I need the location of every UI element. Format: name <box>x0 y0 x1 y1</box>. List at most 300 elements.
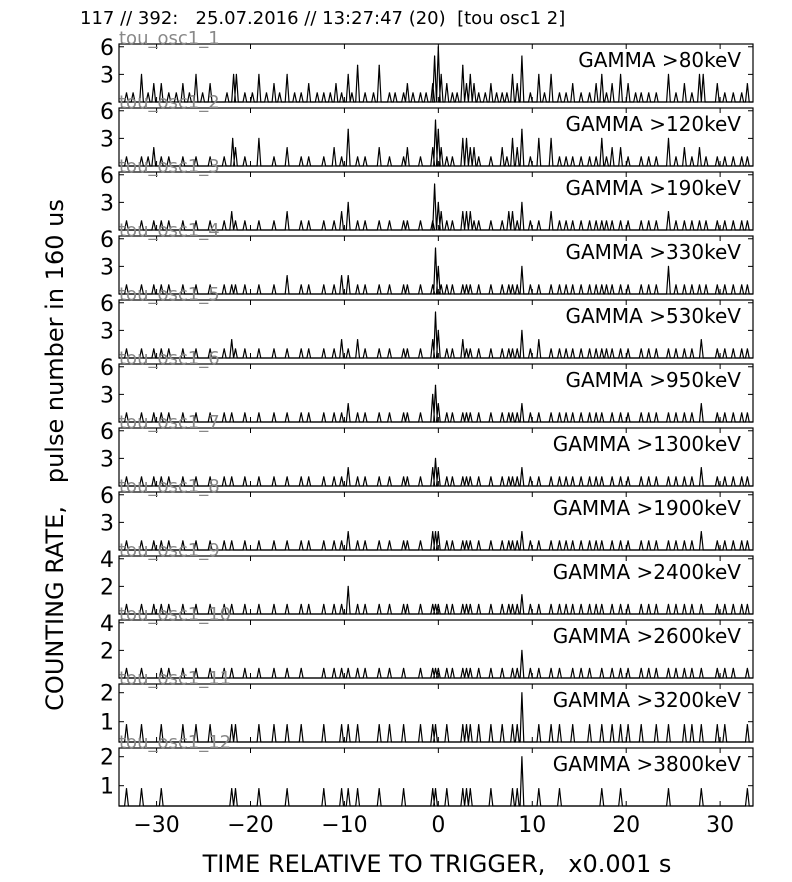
data-point <box>357 156 358 157</box>
data-point <box>648 540 649 541</box>
data-point <box>701 788 702 789</box>
data-point <box>426 92 427 93</box>
data-point <box>572 476 573 477</box>
data-point <box>565 348 566 349</box>
data-point <box>341 540 342 541</box>
data-point <box>446 156 447 157</box>
data-point <box>668 211 669 212</box>
data-point <box>538 220 539 221</box>
data-point <box>581 156 582 157</box>
channel-label: tou_osc1_10 <box>119 604 232 625</box>
data-point <box>379 724 380 725</box>
data-point <box>502 147 503 148</box>
data-point <box>308 604 309 605</box>
data-point <box>490 476 491 477</box>
data-point <box>538 788 539 789</box>
data-point <box>675 156 676 157</box>
data-point <box>601 284 602 285</box>
data-point <box>446 604 447 605</box>
y-tick-label: 3 <box>100 127 114 153</box>
data-point <box>701 604 702 605</box>
data-point <box>231 724 232 725</box>
data-point <box>668 412 669 413</box>
data-point <box>308 540 309 541</box>
data-point <box>502 220 503 221</box>
data-point <box>684 284 685 285</box>
data-point <box>226 92 227 93</box>
data-point <box>308 412 309 413</box>
data-point <box>733 156 734 157</box>
data-point <box>675 604 676 605</box>
y-tick-label: 6 <box>100 163 114 189</box>
data-point <box>538 668 539 669</box>
data-point <box>446 540 447 541</box>
data-point <box>601 220 602 221</box>
data-point <box>389 348 390 349</box>
data-point <box>244 156 245 157</box>
data-point <box>572 83 573 84</box>
data-point <box>550 668 551 669</box>
data-point <box>335 83 336 84</box>
data-point <box>717 348 718 349</box>
data-point <box>589 724 590 725</box>
data-point <box>364 540 365 541</box>
data-point <box>559 604 560 605</box>
data-point <box>357 476 358 477</box>
data-point <box>373 92 374 93</box>
data-point <box>341 275 342 276</box>
data-point <box>589 92 590 93</box>
data-point <box>627 476 628 477</box>
data-point <box>530 156 531 157</box>
data-point <box>432 83 433 84</box>
data-point <box>521 202 522 203</box>
data-point <box>559 284 560 285</box>
data-point <box>452 668 453 669</box>
channel-label: tou_osc1_12 <box>119 732 232 753</box>
data-point <box>323 540 324 541</box>
x-tick-label: −30 <box>133 813 180 838</box>
data-point <box>656 156 657 157</box>
data-point <box>294 92 295 93</box>
data-point <box>512 604 513 605</box>
data-point <box>341 412 342 413</box>
data-point <box>701 339 702 340</box>
data-point <box>530 668 531 669</box>
data-point <box>357 604 358 605</box>
data-point <box>581 668 582 669</box>
data-point <box>403 156 404 157</box>
data-point <box>675 284 676 285</box>
data-point <box>627 83 628 84</box>
data-point <box>668 138 669 139</box>
data-point <box>452 92 453 93</box>
y-tick-label: 6 <box>100 99 114 125</box>
data-point <box>701 403 702 404</box>
data-point <box>668 668 669 669</box>
data-point <box>747 604 748 605</box>
data-point <box>656 476 657 477</box>
data-point <box>287 668 288 669</box>
data-point <box>231 211 232 212</box>
data-point <box>141 788 142 789</box>
data-point <box>508 540 509 541</box>
data-point <box>438 467 439 468</box>
data-point <box>466 138 467 139</box>
data-point <box>717 604 718 605</box>
data-point <box>641 220 642 221</box>
data-point <box>601 476 602 477</box>
data-point <box>407 284 408 285</box>
data-point <box>301 724 302 725</box>
data-point <box>301 540 302 541</box>
data-point <box>668 266 669 267</box>
data-point <box>341 211 342 212</box>
data-point <box>530 604 531 605</box>
channel-label: tou_osc1_7 <box>119 412 220 433</box>
data-point <box>235 788 236 789</box>
data-point <box>691 668 692 669</box>
data-point <box>684 147 685 148</box>
data-point <box>747 156 748 157</box>
data-point <box>596 348 597 349</box>
data-point <box>517 348 518 349</box>
data-point <box>287 74 288 75</box>
data-point <box>675 92 676 93</box>
data-point <box>648 348 649 349</box>
panel-energy-label: GAMMA >330keV <box>565 240 741 264</box>
data-point <box>512 412 513 413</box>
data-point <box>441 284 442 285</box>
panel-energy-label: GAMMA >530keV <box>565 304 741 328</box>
data-point <box>668 788 669 789</box>
data-point <box>641 348 642 349</box>
panel-10 <box>100 604 753 678</box>
data-point <box>724 604 725 605</box>
data-point <box>308 284 309 285</box>
data-point <box>357 339 358 340</box>
data-point <box>407 412 408 413</box>
data-point <box>432 394 433 395</box>
data-point <box>348 586 349 587</box>
data-point <box>550 724 551 725</box>
data-point <box>485 92 486 93</box>
data-point <box>420 412 421 413</box>
data-point <box>724 284 725 285</box>
data-point <box>279 92 280 93</box>
data-point <box>273 540 274 541</box>
data-point <box>244 220 245 221</box>
data-point <box>684 476 685 477</box>
y-tick-label: 6 <box>100 227 114 253</box>
data-point <box>684 724 685 725</box>
data-point <box>517 220 518 221</box>
data-point <box>432 220 433 221</box>
data-point <box>490 284 491 285</box>
data-point <box>462 284 463 285</box>
data-point <box>517 147 518 148</box>
data-point <box>502 604 503 605</box>
data-point <box>323 156 324 157</box>
data-point <box>273 348 274 349</box>
data-point <box>747 83 748 84</box>
data-point <box>434 183 435 184</box>
panel-6 <box>100 348 753 422</box>
data-point <box>379 147 380 148</box>
data-point <box>446 668 447 669</box>
data-point <box>452 604 453 605</box>
data-point <box>379 65 380 66</box>
data-point <box>620 540 621 541</box>
data-point <box>589 668 590 669</box>
data-point <box>517 476 518 477</box>
data-point <box>724 724 725 725</box>
data-point <box>341 476 342 477</box>
data-point <box>675 540 676 541</box>
data-point <box>565 92 566 93</box>
data-point <box>323 412 324 413</box>
data-point <box>550 476 551 477</box>
data-point <box>258 604 259 605</box>
data-point <box>675 412 676 413</box>
data-point <box>612 724 613 725</box>
data-point <box>389 476 390 477</box>
data-point <box>452 156 453 157</box>
data-point <box>446 724 447 725</box>
data-point <box>348 202 349 203</box>
data-point <box>741 220 742 221</box>
data-point <box>565 156 566 157</box>
data-point <box>596 284 597 285</box>
data-point <box>333 412 334 413</box>
data-point <box>462 65 463 66</box>
data-point <box>379 412 380 413</box>
data-point <box>432 724 433 725</box>
data-point <box>656 540 657 541</box>
y-tick-label: 4 <box>100 611 114 637</box>
data-point <box>235 147 236 148</box>
data-point <box>565 284 566 285</box>
data-point <box>627 348 628 349</box>
data-point <box>627 284 628 285</box>
data-point <box>512 348 513 349</box>
data-point <box>244 92 245 93</box>
data-point <box>656 724 657 725</box>
data-point <box>747 348 748 349</box>
data-point <box>348 788 349 789</box>
data-point <box>403 788 404 789</box>
data-point <box>517 83 518 84</box>
data-point <box>490 540 491 541</box>
data-point <box>348 275 349 276</box>
data-point <box>333 540 334 541</box>
panel-7 <box>100 412 753 486</box>
data-point <box>589 540 590 541</box>
y-tick-label: 3 <box>100 63 114 89</box>
data-point <box>235 220 236 221</box>
data-point <box>470 604 471 605</box>
data-point <box>420 348 421 349</box>
data-point <box>620 220 621 221</box>
data-point <box>341 604 342 605</box>
data-point <box>403 604 404 605</box>
data-point <box>364 412 365 413</box>
data-point <box>348 531 349 532</box>
data-point <box>601 668 602 669</box>
data-point <box>258 138 259 139</box>
data-point <box>441 147 442 148</box>
data-point <box>717 156 718 157</box>
data-point <box>691 92 692 93</box>
data-point <box>244 668 245 669</box>
data-point <box>457 92 458 93</box>
data-point <box>538 74 539 75</box>
y-tick-label: 3 <box>100 447 114 473</box>
panel-4 <box>100 220 753 294</box>
data-point <box>512 476 513 477</box>
data-point <box>589 156 590 157</box>
data-point <box>517 604 518 605</box>
data-point <box>705 284 706 285</box>
data-point <box>341 668 342 669</box>
panel-1 <box>100 28 753 102</box>
data-point <box>581 412 582 413</box>
panel-energy-label: GAMMA >1300keV <box>552 432 741 456</box>
data-point <box>620 724 621 725</box>
panel-energy-label: GAMMA >1900keV <box>552 496 741 520</box>
data-point <box>635 92 636 93</box>
data-point <box>478 92 479 93</box>
data-point <box>333 668 334 669</box>
y-tick-label: 2 <box>100 639 114 665</box>
y-tick-label: 1 <box>100 774 114 800</box>
data-point <box>741 348 742 349</box>
data-point <box>478 668 479 669</box>
data-point <box>612 147 613 148</box>
data-point <box>538 412 539 413</box>
data-point <box>210 724 211 725</box>
data-point <box>389 220 390 221</box>
data-point <box>323 348 324 349</box>
data-point <box>601 412 602 413</box>
data-point <box>559 668 560 669</box>
data-point <box>699 284 700 285</box>
data-point <box>341 724 342 725</box>
data-point <box>717 476 718 477</box>
data-point <box>244 412 245 413</box>
data-point <box>684 83 685 84</box>
data-point <box>441 74 442 75</box>
data-point <box>273 668 274 669</box>
data-point <box>717 540 718 541</box>
data-point <box>438 129 439 130</box>
data-point <box>333 476 334 477</box>
data-point <box>446 348 447 349</box>
data-point <box>512 788 513 789</box>
data-point <box>287 788 288 789</box>
data-point <box>466 284 467 285</box>
data-point <box>508 284 509 285</box>
data-point <box>231 339 232 340</box>
y-tick-label: 3 <box>100 511 114 537</box>
data-point <box>530 220 531 221</box>
y-tick-label: 2 <box>100 745 114 771</box>
data-point <box>403 412 404 413</box>
data-point <box>565 220 566 221</box>
data-point <box>559 412 560 413</box>
channel-label: tou_osc1_11 <box>119 668 232 689</box>
data-point <box>466 604 467 605</box>
data-point <box>478 156 479 157</box>
data-point <box>403 348 404 349</box>
data-point <box>470 74 471 75</box>
data-point <box>434 55 435 56</box>
data-point <box>446 83 447 84</box>
data-point <box>691 348 692 349</box>
channel-label: tou_osc1_2 <box>119 92 220 113</box>
data-point <box>364 220 365 221</box>
data-point <box>420 604 421 605</box>
data-point <box>601 348 602 349</box>
data-point <box>550 540 551 541</box>
data-point <box>323 788 324 789</box>
data-point <box>691 476 692 477</box>
data-point <box>612 412 613 413</box>
data-point <box>308 83 309 84</box>
data-point <box>490 83 491 84</box>
data-point <box>341 156 342 157</box>
data-point <box>258 540 259 541</box>
data-point <box>323 724 324 725</box>
data-point <box>224 476 225 477</box>
data-point <box>432 531 433 532</box>
data-point <box>470 284 471 285</box>
data-point <box>364 604 365 605</box>
data-point <box>224 156 225 157</box>
data-point <box>351 92 352 93</box>
channel-label: tou_osc1_4 <box>119 220 220 241</box>
data-point <box>741 412 742 413</box>
data-point <box>741 604 742 605</box>
data-point <box>559 540 560 541</box>
y-tick-label: 6 <box>100 35 114 61</box>
data-point <box>452 348 453 349</box>
data-point <box>364 476 365 477</box>
data-point <box>668 604 669 605</box>
data-point <box>462 339 463 340</box>
data-point <box>656 220 657 221</box>
data-point <box>512 724 513 725</box>
data-point <box>195 74 196 75</box>
data-point <box>438 531 439 532</box>
panel-3 <box>100 156 753 230</box>
data-point <box>684 348 685 349</box>
data-point <box>341 339 342 340</box>
data-point <box>601 540 602 541</box>
data-point <box>606 156 607 157</box>
data-point <box>420 476 421 477</box>
data-point <box>656 92 657 93</box>
data-point <box>420 284 421 285</box>
data-point <box>596 540 597 541</box>
data-point <box>478 284 479 285</box>
data-point <box>724 476 725 477</box>
data-point <box>521 330 522 331</box>
data-point <box>438 202 439 203</box>
data-point <box>407 147 408 148</box>
data-point <box>432 467 433 468</box>
data-point <box>308 156 309 157</box>
